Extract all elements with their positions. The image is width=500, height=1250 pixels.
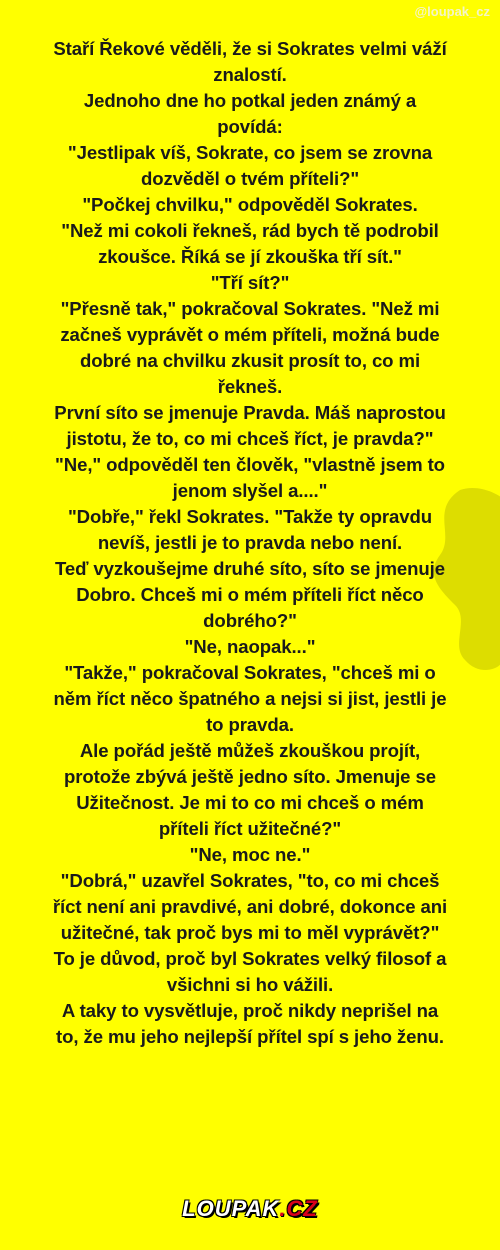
story-line: "Takže," pokračoval Sokrates, "chceš mi o	[64, 662, 436, 683]
story-line: Ale pořád ještě můžeš zkouškou projít,	[79, 740, 421, 761]
story-line: to, že mu jeho nejlepší přítel spí s jeho ženu.	[56, 1026, 444, 1047]
story-text	[12, 36, 488, 1050]
story-line: A taky to vysvětluje, proč nikdy neprišel na	[61, 1000, 439, 1021]
story-line: znalostí.	[213, 64, 287, 85]
story-line: To je důvod, proč byl Sokrates velký filosof a	[53, 948, 447, 969]
logo-main: LOUPAK	[182, 1196, 280, 1221]
story-line: "Jestlipak víš, Sokrate, co jsem se zrovna	[67, 142, 433, 163]
story-line: začneš vyprávět o mém příteli, možná bude	[60, 324, 440, 345]
story-line: nevíš, jestli je to pravda nebo není.	[97, 532, 403, 553]
story-line: protože zbývá ještě jedno síto. Jmenuje se	[64, 766, 436, 787]
story-line: všichni si ho vážili.	[166, 974, 334, 995]
story-line: Teď vyzkoušejme druhé síto, síto se jmenuje	[54, 558, 445, 579]
story-line: povídá:	[217, 116, 283, 137]
story-line: dozvěděl o tvém příteli?"	[140, 168, 360, 189]
story-line: "Dobrá," uzavřel Sokrates, "to, co mi chceš	[60, 870, 440, 891]
story-line: Staří Řekové věděli, že si Sokrates velmi váží	[53, 38, 447, 59]
story-line: Jednoho dne ho potkal jeden známý a	[83, 90, 417, 111]
story-line: to pravda.	[206, 714, 294, 735]
story-line: "Než mi cokoli řekneš, rád bych tě podrobil	[61, 220, 439, 241]
loupak-logo	[0, 1196, 500, 1222]
story-line: říct není ani pravdivé, ani dobré, dokonce ani	[52, 896, 448, 917]
story-line: zkoušce. Říká se jí zkouška tří sít."	[98, 246, 402, 267]
story-line: Dobro. Chceš mi o mém příteli říct něco	[76, 584, 424, 605]
watermark: @loupak_cz	[414, 4, 490, 19]
logo-dot: .	[279, 1196, 287, 1221]
story-line: "Tří sít?"	[210, 272, 290, 293]
story-line: "Ne," odpověděl ten člověk, "vlastně jsem to	[55, 454, 445, 475]
story-line: "Ne, naopak..."	[184, 636, 316, 657]
story-line: "Přesně tak," pokračoval Sokrates. "Než mi	[60, 298, 440, 319]
story-line: "Dobře," řekl Sokrates. "Takže ty opravdu	[67, 506, 433, 527]
story-line: příteli říct užitečné?"	[158, 818, 342, 839]
story-line: dobrého?"	[203, 610, 297, 631]
story-line: První síto se jmenuje Pravda. Máš naprostou	[54, 402, 446, 423]
story-line: užitečné, tak proč bys mi to měl vyprávět?"	[60, 922, 440, 943]
story-line: "Počkej chvilku," odpověděl Sokrates.	[82, 194, 418, 215]
story-line: jenom slyšel a...."	[172, 480, 328, 501]
story-line: řekneš.	[217, 376, 283, 397]
story-line: Užitečnost. Je mi to co mi chceš o mém	[76, 792, 424, 813]
story-line: jistotu, že to, co mi chceš říct, je pravda?"	[66, 428, 434, 449]
story-line: dobré na chvilku zkusit prosít to, co mi	[79, 350, 421, 371]
story-line: něm říct něco špatného a nejsi si jist, jestli je	[53, 688, 447, 709]
story-line: "Ne, moc ne."	[189, 844, 311, 865]
logo-tld: CZ	[286, 1196, 318, 1221]
